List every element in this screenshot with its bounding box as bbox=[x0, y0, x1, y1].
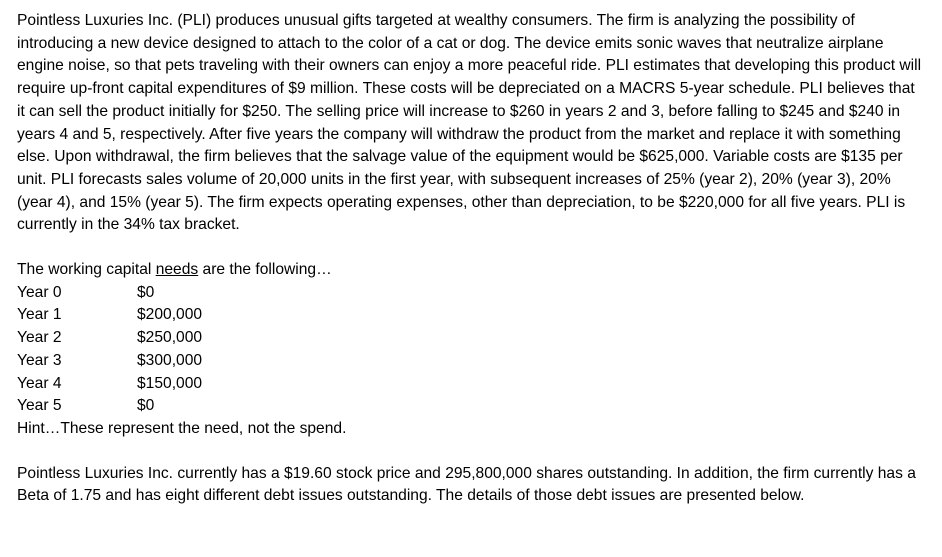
working-capital-value: $150,000 bbox=[137, 374, 203, 392]
year-label: Year 0 bbox=[17, 283, 62, 301]
working-capital-table bbox=[17, 282, 202, 418]
year-label: Year 3 bbox=[17, 351, 62, 369]
working-capital-value: $0 bbox=[137, 397, 155, 415]
working-capital-heading-end: are the following… bbox=[198, 261, 332, 279]
working-capital-heading-start: The working capital bbox=[17, 261, 156, 279]
year-label: Year 4 bbox=[17, 374, 62, 392]
needs-underlined-word: needs bbox=[155, 261, 199, 279]
document-body bbox=[17, 10, 922, 508]
table-row bbox=[17, 282, 202, 305]
table-row bbox=[17, 350, 202, 373]
paragraph-spacer bbox=[17, 237, 922, 259]
year-label: Year 5 bbox=[17, 397, 62, 415]
table-row bbox=[17, 373, 202, 396]
working-capital-value: $250,000 bbox=[137, 329, 203, 347]
hint-text: Hint…These represent the need, not the spend. bbox=[17, 419, 347, 437]
working-capital-value: $300,000 bbox=[137, 351, 203, 369]
table-row bbox=[17, 395, 202, 418]
table-row bbox=[17, 327, 202, 350]
table-row bbox=[17, 304, 202, 327]
paragraph-spacer bbox=[17, 441, 922, 463]
project-description-paragraph: Pointless Luxuries Inc. (PLI) produces unusual gifts targeted at wealthy consumers. The firm is analyzing the possibility of introducing a new device designed to attach to the color of a cat or dog. The device emits sonic waves that neutralize airplane engine noise, so that pets traveling with their owners can enjoy a more peaceful ride. PLI estimates that developing this product will require up-front capital expenditures of $9 million. These costs will be depreciated on a MACRS 5-year schedule. PLI believes that it can sell the product initially for $250. The selling price will increase to $260 in years 2 and 3, before falling to $245 and $240 in years 4 and 5, respectively. After five years the company will withdraw the product from the market and replace it with something else. Upon withdrawal, the firm believes that the salvage value of the equipment would be $625,000. Variable costs are $135 per unit. PLI forecasts sales volume of 20,000 units in the first year, with subsequent increases of 25% (year 2), 20% (year 3), 20% (year 4), and 15% (year 5). The firm expects operating expenses, other than depreciation, to be $220,000 for all five years. PLI is currently in the 34% tax bracket. bbox=[17, 12, 922, 234]
working-capital-value: $200,000 bbox=[137, 306, 203, 324]
working-capital-value: $0 bbox=[137, 283, 155, 301]
year-label: Year 2 bbox=[17, 329, 62, 347]
working-capital-heading bbox=[17, 259, 922, 282]
capital-structure-paragraph: Pointless Luxuries Inc. currently has a $19.60 stock price and 295,800,000 shares outstanding. In addition, the firm currently has a Beta of 1.75 and has eight different debt issues outstanding. The details of those debt issues are presented below. bbox=[17, 464, 916, 505]
year-label: Year 1 bbox=[17, 306, 62, 324]
